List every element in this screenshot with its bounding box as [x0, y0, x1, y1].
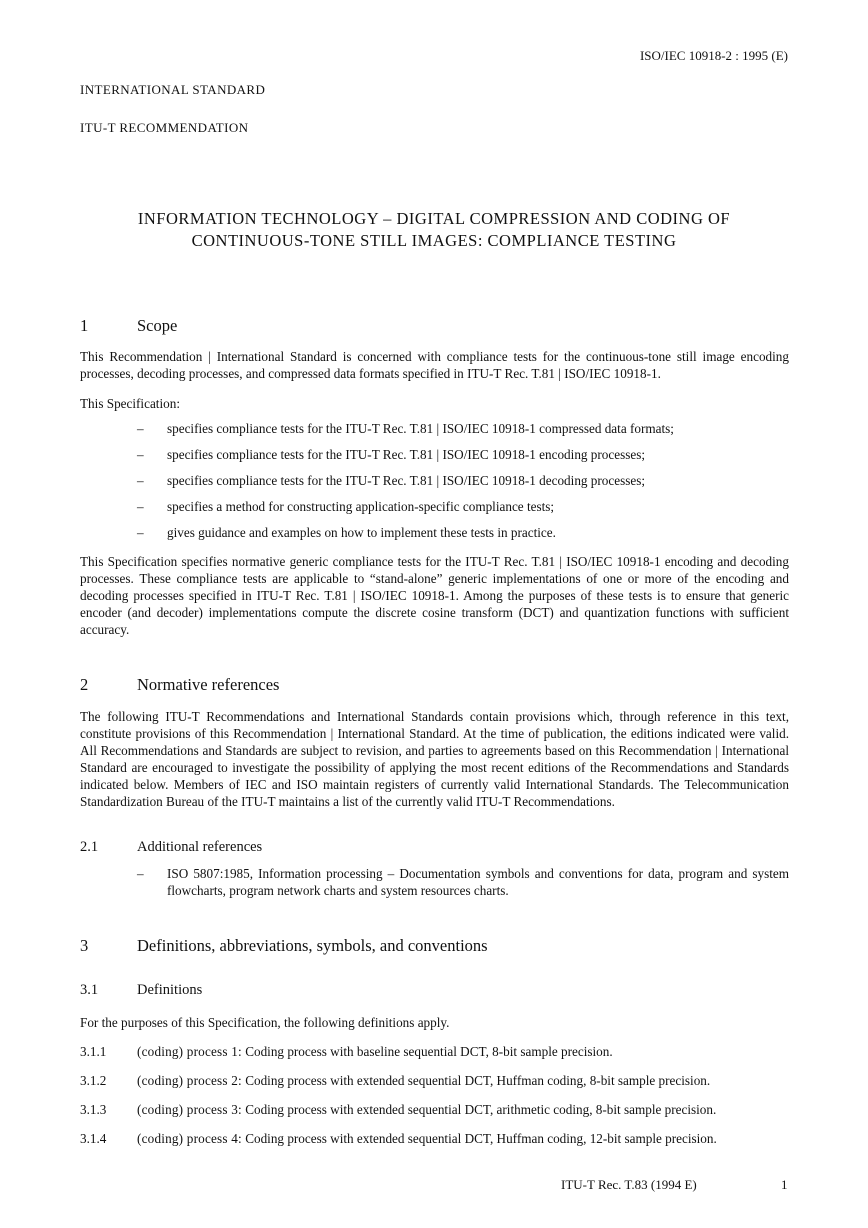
- definition-term: (coding) process 3:: [137, 1102, 242, 1117]
- list-item-text: gives guidance and examples on how to implement these tests in practice.: [167, 525, 556, 540]
- scope-paragraph-2: This Specification:: [80, 396, 180, 411]
- definition-term: (coding) process 2:: [137, 1073, 242, 1088]
- definition-number: 3.1.2: [80, 1073, 107, 1088]
- dash-bullet: –: [137, 421, 144, 436]
- references-paragraph: The following ITU-T Recommendations and International Standards contain provisions which, through reference in this text, constitute provisions of this Recommendation | International Standard. At the time of publication, the editions indicated were valid. All Recommendations and Standards are subject to revision, and parties to agreements based on this Recommendation | International Standard are encouraged to investigate the possibility of applying the most recent editions of the Recommendations and Standards indicated below. Members of IEC and ISO maintain registers of currently valid International Standards. The Telecommunication Standardization Bureau of the ITU-T maintains a list of the currently valid ITU-T Recommendations.: [80, 709, 789, 809]
- list-item: [137, 420, 789, 437]
- definition-text: Coding process with baseline sequential DCT, 8-bit sample precision.: [241, 1044, 613, 1059]
- document-title: [80, 208, 788, 252]
- subsection-2-1-heading: [80, 839, 262, 856]
- section-title: Normative references: [137, 675, 280, 694]
- definition-text: Coding process with extended sequential DCT, Huffman coding, 12-bit sample precision.: [241, 1131, 717, 1146]
- subsection-title: Additional references: [137, 839, 263, 855]
- list-item: [137, 472, 789, 489]
- definition-number: 3.1.3: [80, 1102, 107, 1117]
- definition-term: (coding) process 1:: [137, 1044, 242, 1059]
- section-title: Definitions, abbreviations, symbols, and conventions: [137, 936, 488, 955]
- page-number: 1: [781, 1177, 788, 1192]
- list-item: [137, 498, 789, 515]
- dash-bullet: –: [137, 447, 144, 462]
- section-number: 3: [80, 936, 89, 955]
- section-number: 1: [80, 316, 89, 335]
- definition-item: [80, 1130, 789, 1147]
- definition-number: 3.1.1: [80, 1044, 107, 1059]
- definition-item: [80, 1043, 789, 1060]
- subsection-number: 2.1: [80, 839, 99, 855]
- section-2-heading: [80, 675, 279, 695]
- footer-recommendation: ITU-T Rec. T.83 (1994 E): [561, 1177, 697, 1192]
- definitions-intro: For the purposes of this Specification, the following definitions apply.: [80, 1015, 450, 1030]
- dash-bullet: –: [137, 866, 144, 881]
- dash-bullet: –: [137, 525, 144, 540]
- dash-bullet: –: [137, 473, 144, 488]
- list-item: [137, 446, 789, 463]
- section-title: Scope: [137, 316, 178, 335]
- section-3-heading: [80, 936, 488, 956]
- list-item-text: specifies a method for constructing application-specific compliance tests;: [167, 499, 555, 514]
- list-item-text: specifies compliance tests for the ITU-T Rec. T.81 | ISO/IEC 10918-1 encoding processes;: [167, 447, 646, 462]
- title-line-2: CONTINUOUS-TONE STILL IMAGES: COMPLIANCE TESTING: [191, 231, 677, 250]
- list-item: [137, 524, 789, 541]
- reference-text: ISO 5807:1985, Information processing – Documentation symbols and conventions for data, program and system flowcharts, program network charts and system resources charts.: [167, 866, 789, 898]
- recommendation-label: ITU-T RECOMMENDATION: [80, 120, 249, 135]
- standard-label: INTERNATIONAL STANDARD: [80, 82, 266, 97]
- definition-item: [80, 1101, 789, 1118]
- section-1-heading: [80, 316, 177, 336]
- dash-bullet: –: [137, 499, 144, 514]
- list-item-text: specifies compliance tests for the ITU-T Rec. T.81 | ISO/IEC 10918-1 compressed data formats;: [167, 421, 674, 436]
- section-number: 2: [80, 675, 89, 694]
- subsection-title: Definitions: [137, 982, 203, 998]
- definition-text: Coding process with extended sequential DCT, Huffman coding, 8-bit sample precision.: [241, 1073, 711, 1088]
- subsection-number: 3.1: [80, 982, 99, 998]
- list-item-text: specifies compliance tests for the ITU-T Rec. T.81 | ISO/IEC 10918-1 decoding processes;: [167, 473, 646, 488]
- definition-number: 3.1.4: [80, 1131, 107, 1146]
- scope-paragraph-3: This Specification specifies normative generic compliance tests for the ITU-T Rec. T.81 | ISO/IEC 10918-1 encoding and decoding processes. These compliance tests are applicable to “stand-alone” generic implementations of one or more of the encoding and decoding processes specified in ITU-T Rec. T.81 | ISO/IEC 10918-1. Among the purposes of these tests is to ensure that generic encoder (and decoder) implementations compute the discrete cosine transform (DCT) and quantization functions with sufficient accuracy.: [80, 554, 789, 637]
- title-line-1: INFORMATION TECHNOLOGY – DIGITAL COMPRESSION AND CODING OF: [137, 209, 731, 228]
- reference-item: [137, 865, 789, 899]
- subsection-3-1-heading: [80, 982, 202, 999]
- document-id: ISO/IEC 10918-2 : 1995 (E): [639, 48, 788, 63]
- definition-text: Coding process with extended sequential DCT, arithmetic coding, 8-bit sample precision.: [241, 1102, 717, 1117]
- scope-paragraph-1: This Recommendation | International Standard is concerned with compliance tests for the continuous-tone still image encoding processes, decoding processes, and compressed data formats specified in ITU-T Rec. T.81 | ISO/IEC 10918-1.: [80, 349, 789, 381]
- definition-term: (coding) process 4:: [137, 1131, 242, 1146]
- definition-item: [80, 1072, 789, 1089]
